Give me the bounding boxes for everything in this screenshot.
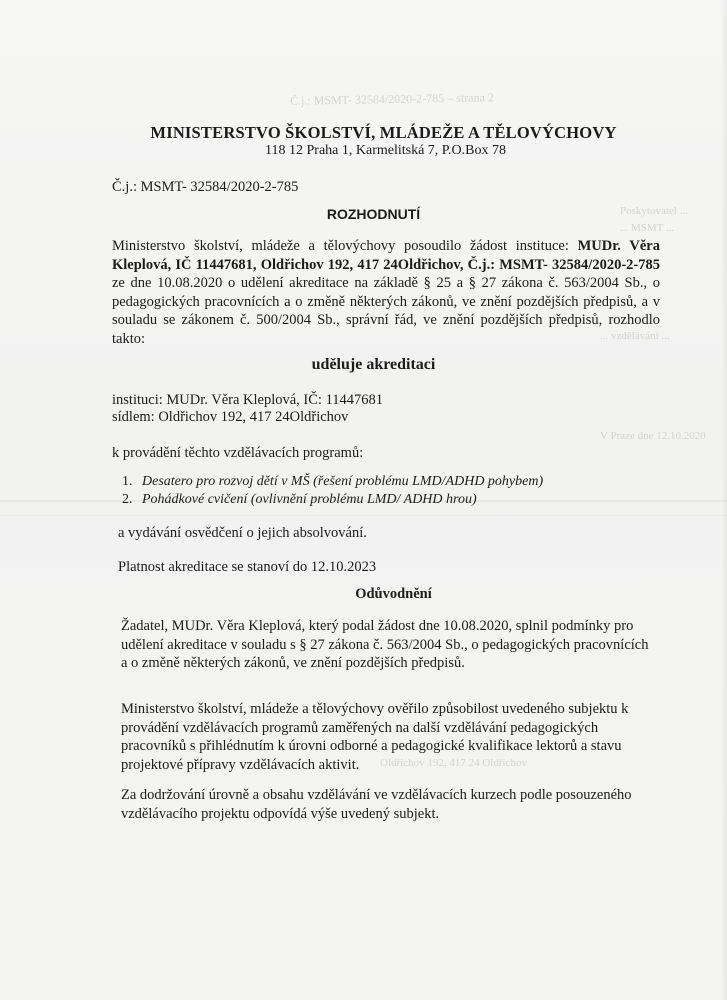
bleed-through-text: Poskytovatel ... bbox=[620, 205, 688, 217]
paper-fold bbox=[0, 515, 727, 516]
seat-line: sídlem: Oldřichov 192, 417 24Oldřichov bbox=[112, 409, 349, 425]
institution-line: instituci: MUDr. Věra Kleplová, IČ: 11447681 bbox=[112, 392, 384, 408]
program-number: 2. bbox=[122, 492, 133, 507]
validity-line: Platnost akreditace se stanoví do 12.10.2023 bbox=[118, 559, 377, 575]
program-item bbox=[122, 491, 477, 508]
legal-basis-text: ze dne 10.08.2020 o udělení akreditace na základě § 25 a § 27 zákona č. 563/2004 Sb., o pedagogických pracovnících a o změně některých zákonů, ve znění pozdějších předpisů, a v souladu se zákonem č. 500/2004 Sb., správní řád, ve znění pozdějších předpisů, rozhodlo takto: bbox=[112, 275, 660, 347]
program-item bbox=[122, 473, 543, 490]
applicant-identification: MUDr. Věra Kleplová, IČ 11447681, Oldřichov 192, 417 24Oldřichov, Č.j.: MSMT- 32584/2020-2-785 bbox=[112, 238, 660, 273]
program-number: 1. bbox=[122, 474, 133, 489]
decision-statement: uděluje akreditaci bbox=[311, 356, 436, 373]
reasoning-paragraph-2: Ministerstvo školství, mládeže a tělovýchovy ověřilo způsobilost uvedeného subjektu k provádění vzdělávacích programů zaměřených na další vzdělávání pedagogických pracovníků s přihlédnutím k úrovni odborné a pedagogické kvalifikace lektorů a stavu projektové přípravy vzdělávacích aktivit. bbox=[121, 701, 629, 773]
bleed-through-text: Č.j.: MSMT- 32584/2020-2-785 – strana 2 bbox=[289, 90, 494, 108]
intro-text: Ministerstvo školství, mládeže a tělovýchovy posoudilo žádost instituce: bbox=[112, 238, 578, 254]
program-title: Pohádkové cvičení (ovlivnění problému LMD/ ADHD hrou) bbox=[142, 492, 477, 507]
program-title: Desatero pro rozvoj dětí v MŠ (řešení problému LMD/ADHD pohybem) bbox=[142, 474, 544, 489]
programs-intro: k provádění těchto vzdělávacích programů: bbox=[112, 445, 364, 461]
reasoning-paragraph-3: Za dodržování úrovně a obsahu vzdělávání ve vzdělávacích kurzech podle posouzeného vzdělávacího projektu odpovídá výše uvedený subjekt. bbox=[121, 787, 632, 822]
reasoning-paragraph-1: Žadatel, MUDr. Věra Kleplová, který podal žádost dne 10.08.2020, splnil podmínky pro udělení akreditace v souladu s § 27 zákona č. 563/2004 Sb., o pedagogických pracovnících a o změně některých zákonů, ve znění pozdějších předpisů. bbox=[121, 618, 649, 671]
ministry-title: MINISTERSTVO ŠKOLSTVÍ, MLÁDEŽE A TĚLOVÝCHOVY bbox=[150, 123, 617, 142]
bleed-through-text: V Praze dne 12.10.2020 bbox=[600, 430, 706, 442]
reasoning-heading: Odůvodnění bbox=[355, 586, 432, 602]
ministry-address: 118 12 Praha 1, Karmelitská 7, P.O.Box 78 bbox=[265, 143, 506, 158]
reference-number: Č.j.: MSMT- 32584/2020-2-785 bbox=[112, 179, 299, 195]
bleed-through-text: ... MSMT ... bbox=[620, 222, 675, 234]
certificate-issuing-line: a vydávání osvědčení o jejich absolvování. bbox=[118, 525, 367, 541]
bleed-through-text: ... vzdělávání ... bbox=[600, 330, 670, 342]
bleed-through-text: Oldřichov 192, 417 24 Oldřichov bbox=[380, 757, 527, 769]
document-heading: ROZHODNUTÍ bbox=[326, 206, 421, 222]
decision-intro-paragraph bbox=[112, 237, 660, 348]
